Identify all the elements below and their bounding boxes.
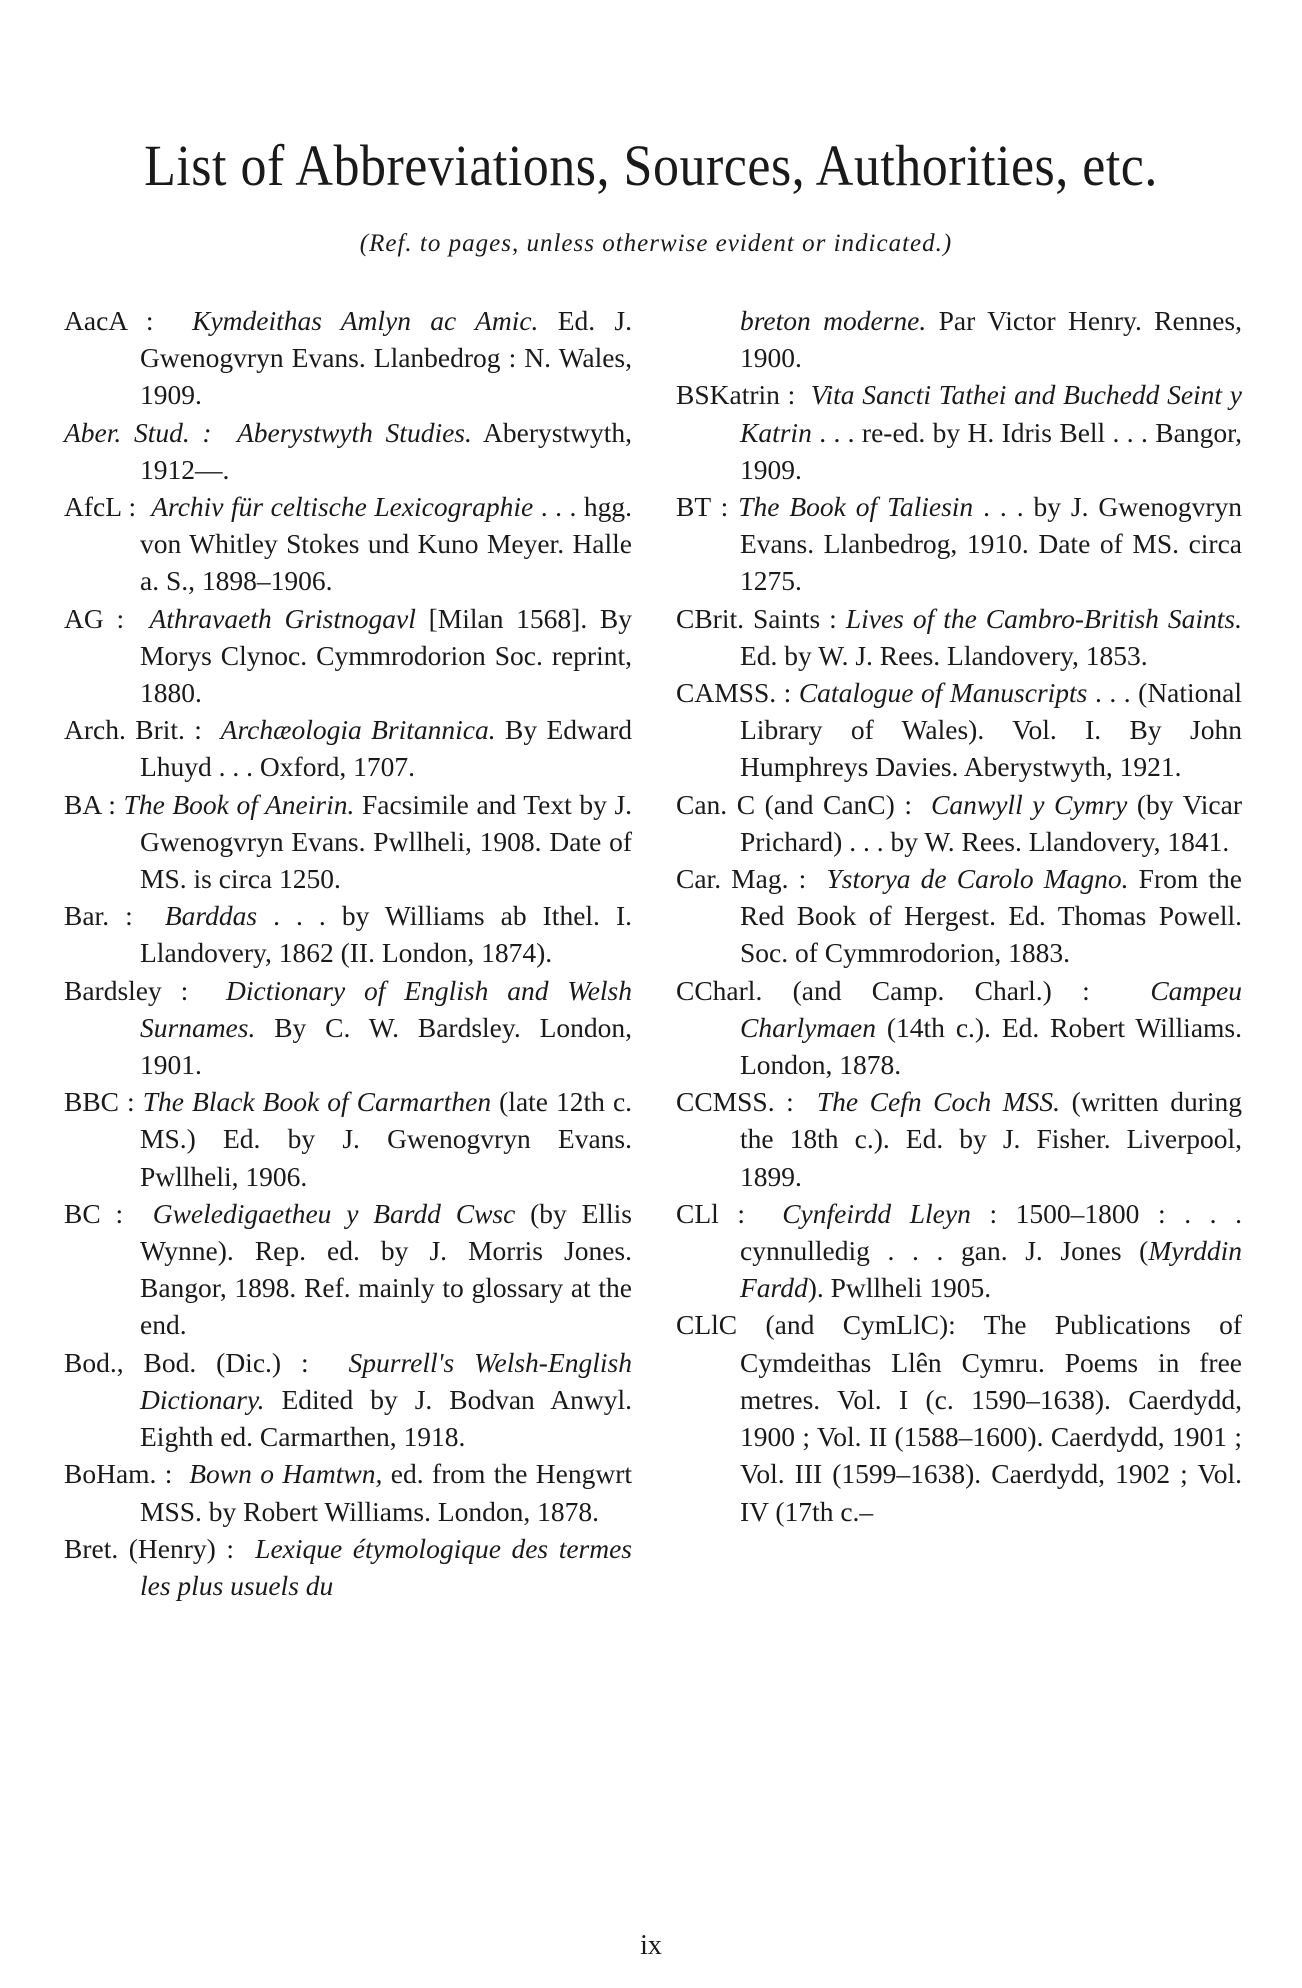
page-number: ix [640,1930,662,1961]
entry-abbreviation: CCharl. (and Camp. Charl.) : [676,974,1090,1006]
entry-ccharl [676,972,1242,1084]
entry-AacA [64,302,632,414]
entry-details: Edited by J. Bodvan Anwyl. Eighth ed. Carmarthen, 1918. [140,1383,632,1453]
right-column [676,302,1242,1530]
entry-title: Bown o Hamtwn, [189,1458,383,1490]
entry-details: . . . (National Library of Wales). Vol. I. By John Humphreys Davies. Aberystwyth, 1921. [740,677,1243,783]
entry-boham [64,1455,632,1529]
entry-abbreviation: AacA : [64,305,154,336]
entry-abbreviation: Aber. Stud. : [64,416,212,448]
entry-title: The Book of Taliesin [738,491,974,523]
entry-bar [64,897,632,971]
entry-abbreviation: BC : [64,1197,124,1229]
entry-details: (by Vicar Prichard) . . . by W. Rees. Llandovery, 1841. [740,788,1242,857]
entry-details: From the Red Book of Hergest. Ed. Thomas Powell. Soc. of Cymmrodorion, 1883. [740,863,1242,969]
entry-car-mag [676,860,1242,972]
entry-title: Archiv für celtische Lexicographie [151,491,534,523]
entry-cbrit-saints [676,600,1242,674]
entry-details: Par Victor Henry. Rennes, 1900. [740,305,1242,374]
entry-details: . . . hgg. von Whitley Stokes und Kuno Meyer. Halle a. S., 1898–1906. [140,491,633,597]
entry-details: [Milan 1568]. By Morys Clynoc. Cymmrodorion Soc. reprint, 1880. [140,602,633,709]
entry-details: (written during the 18th c.). Ed. by J. Fisher. Liverpool, 1899. [740,1086,1242,1192]
entry-details: . . . by J. Gwenogvryn Evans. Llanbedrog, 1910. Date of MS. circa 1275. [740,491,1243,597]
entry-abbreviation: BoHam. : [64,1458,173,1490]
entry-title: Kymdeithas Amlyn ac Amic. [192,305,539,336]
entry-bret-henry [64,1530,632,1604]
entry-abbreviation: AfcL : [64,491,137,523]
entry-abbreviation: Bardsley : [64,974,189,1006]
entry-AG [64,600,632,712]
entry-abbreviation: AG : [64,602,125,634]
entry-title: Archæologia Britannica. [220,714,496,746]
entry-CCMSS [676,1083,1242,1195]
entry-abbreviation: CLl : [676,1197,746,1229]
entry-details: (late 12th c. MS.) Ed. by J. Gwenogvryn Evans. Pwllheli, 1906. [140,1086,633,1192]
entry-details: . . . by Williams ab Ithel. I. Llandovery, 1862 (II. London, 1874). [140,900,632,969]
entry-abbreviation: Can. C (and CanC) : [676,788,912,820]
entry-title: Lexique étymologique des termes les plus usuels du [140,1532,633,1601]
entry-title: Athravaeth Gristnogavl [149,602,416,634]
entry-BSKatrin [676,376,1242,488]
entry-abbreviation: BBC : [64,1086,135,1118]
entry-abbreviation: Arch. Brit. : [64,714,202,746]
entry-title: Dictionary of English and Welsh Surnames. [140,974,632,1043]
entry-title: Vita Sancti Tathei and Buchedd Seint y Katrin [740,379,1243,448]
entry-details: Ed. by W. J. Rees. Llandovery, 1853. [740,639,1148,671]
entry-BA [64,786,632,898]
entry-abbreviation: BSKatrin : [676,379,796,411]
entry-CLl [676,1195,1242,1307]
entry-can-c [676,786,1242,860]
entry-details: . . . re-ed. by H. Idris Bell . . . Bangor, 1909. [740,416,1243,485]
page-title: List of Abbreviations, Sources, Authorities, etc. [144,134,1158,199]
entry-bardsley [64,972,632,1084]
entry-abbreviation: Bar. : [64,900,133,932]
entry-details-secondary: ). Pwllheli 1905. [807,1272,992,1304]
entry-BC [64,1195,632,1344]
entry-details: (by Ellis Wynne). Rep. ed. by J. Morris Jones. Bangor, 1898. Ref. mainly to glossary at the end. [140,1197,632,1341]
entry-details: By Edward Lhuyd . . . Oxford, 1707. [140,714,633,783]
entry-details: (14th c.). Ed. Robert Williams. London, 1878. [740,1011,1242,1081]
page-subtitle: (Ref. to pages, unless otherwise evident or indicated.) [359,230,953,257]
entry-BBC [64,1083,632,1195]
entry-AfcL [64,488,632,600]
entry-details: Aberystwyth, 1912—. [140,416,632,485]
entry-abbreviation: CLlC (and CymLlC): [676,1309,956,1341]
entry-title: breton moderne. [740,305,927,336]
entry-details: The Publications of Cymdeithas Llên Cymru. Poems in free metres. Vol. I (c. 1590–1638). Caerdydd, 1900 ; Vol. II (1588–1600). Caerdydd, 1901 ; Vol. III (1599–1638). Caerdydd, 1902 ; Vol. IV (17th c.– [740,1309,1242,1527]
entry-abbreviation: CAMSS. : [676,677,792,709]
entry-details: Facsimile and Text by J. Gwenogvryn Evans. Pwllheli, 1908. Date of MS. is circa 1250. [140,788,633,895]
entry-title: The Cefn Coch MSS. [816,1086,1061,1118]
entry-title: Cynfeirdd Lleyn [782,1197,971,1229]
entry-title: Aberystwyth Studies. [236,416,472,448]
entry-title: Lives of the Cambro-British Saints. [845,602,1243,634]
entry-title: Barddas [164,900,258,932]
left-column [64,302,632,1604]
entry-abbreviation: Car. Mag. : [676,863,807,895]
entry-details: ed. from the Hengwrt MSS. by Robert Williams. London, 1878. [140,1458,633,1527]
entry-bret-continuation [676,302,1242,376]
entry-details: Ed. J. Gwenogvryn Evans. Llanbedrog : N. Wales, 1909. [140,305,633,411]
entry-abbreviation: BT : [676,491,729,523]
entry-CAMSS [676,674,1242,786]
entry-abbreviation: Bret. (Henry) : [64,1532,235,1564]
entry-BT [676,488,1242,600]
entry-title: Ystorya de Carolo Magno. [826,863,1129,895]
entry-title: The Black Book of Carmarthen [142,1086,492,1118]
entry-aber-stud [64,414,632,488]
entry-title: Canwyll y Cymry [931,788,1128,820]
entry-CLlC [676,1306,1242,1529]
entry-title: Gweledigaetheu y Bardd Cwsc [152,1197,516,1229]
entry-title: Catalogue of Manuscripts [798,677,1088,709]
entry-details: By C. W. Bardsley. London, 1901. [140,1011,633,1081]
entry-abbreviation: BA : [64,788,116,820]
entry-title: Spurrell's Welsh-English Dictionary. [140,1346,633,1415]
entry-details: : 1500–1800 : . . . cynnulledig . . . gan. J. Jones ( [740,1197,1243,1267]
entry-arch-brit [64,711,632,785]
entry-title: The Book of Aneirin. [123,788,355,820]
entry-bod [64,1344,632,1456]
entry-title-secondary: Myrddin Fardd [740,1235,1242,1304]
entry-abbreviation: Bod., Bod. (Dic.) : [64,1346,309,1378]
entry-abbreviation: CBrit. Saints : [676,602,837,634]
entry-abbreviation: CCMSS. : [676,1086,794,1118]
entry-title: Campeu Charlymaen [740,974,1242,1043]
